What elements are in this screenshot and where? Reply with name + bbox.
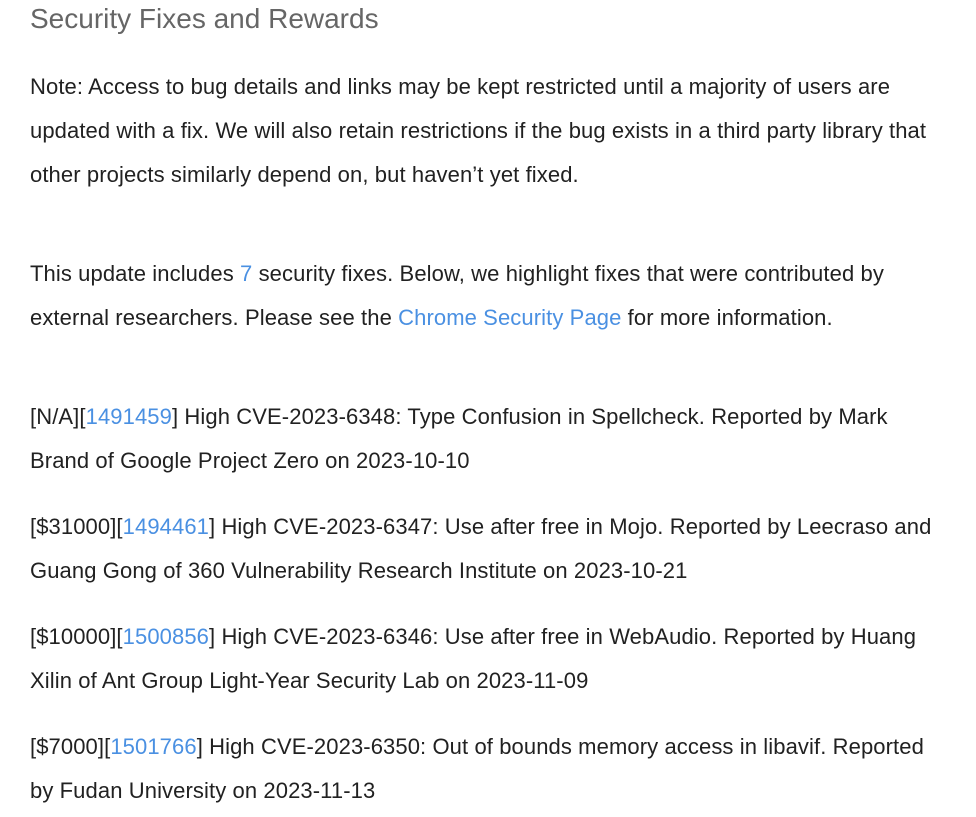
intro-text-middle: security fixes. Below, we highlight fixes that were contributed by external researchers. Please see the (30, 261, 884, 330)
fix-description: ] High CVE-2023-6350: Out of bounds memory access in libavif. Reported by Fudan University on 2023-11-13 (30, 734, 924, 803)
fix-reward: [$10000][ (30, 624, 123, 649)
fix-count-link[interactable]: 7 (240, 261, 253, 286)
fix-entry (30, 725, 950, 813)
fix-reward: [N/A][ (30, 404, 86, 429)
update-intro (30, 252, 950, 340)
fix-entry (30, 505, 950, 593)
bug-link[interactable]: 1500856 (122, 624, 210, 649)
chrome-security-page-link[interactable]: Chrome Security Page (398, 305, 622, 330)
bug-link[interactable]: 1501766 (110, 734, 197, 759)
fix-description: ] High CVE-2023-6347: Use after free in Mojo. Reported by Leecraso and Guang Gong of 360 Vulnerability Research Institute on 2023-10-21 (30, 514, 932, 583)
bug-link[interactable]: 1491459 (85, 404, 172, 429)
restriction-note: Note: Access to bug details and links may be kept restricted until a majority of users are updated with a fix. We will also retain restrictions if the bug exists in a third party library that other projects similarly depend on, but haven’t yet fixed. (30, 74, 927, 187)
section-heading: Security Fixes and Rewards (30, 3, 379, 34)
fix-reward: [$7000][ (30, 734, 111, 759)
article-content (30, 0, 950, 813)
bug-link[interactable]: 1494461 (122, 514, 210, 539)
fix-description: ] High CVE-2023-6346: Use after free in WebAudio. Reported by Huang Xilin of Ant Group Light-Year Security Lab on 2023-11-09 (30, 624, 917, 693)
intro-text-after: for more information. (621, 305, 833, 330)
fix-entry (30, 395, 950, 483)
fix-entry (30, 615, 950, 703)
intro-text-before: This update includes (30, 261, 241, 286)
fix-reward: [$31000][ (30, 514, 123, 539)
fix-description: ] High CVE-2023-6348: Type Confusion in Spellcheck. Reported by Mark Brand of Google Project Zero on 2023-10-10 (30, 404, 888, 473)
